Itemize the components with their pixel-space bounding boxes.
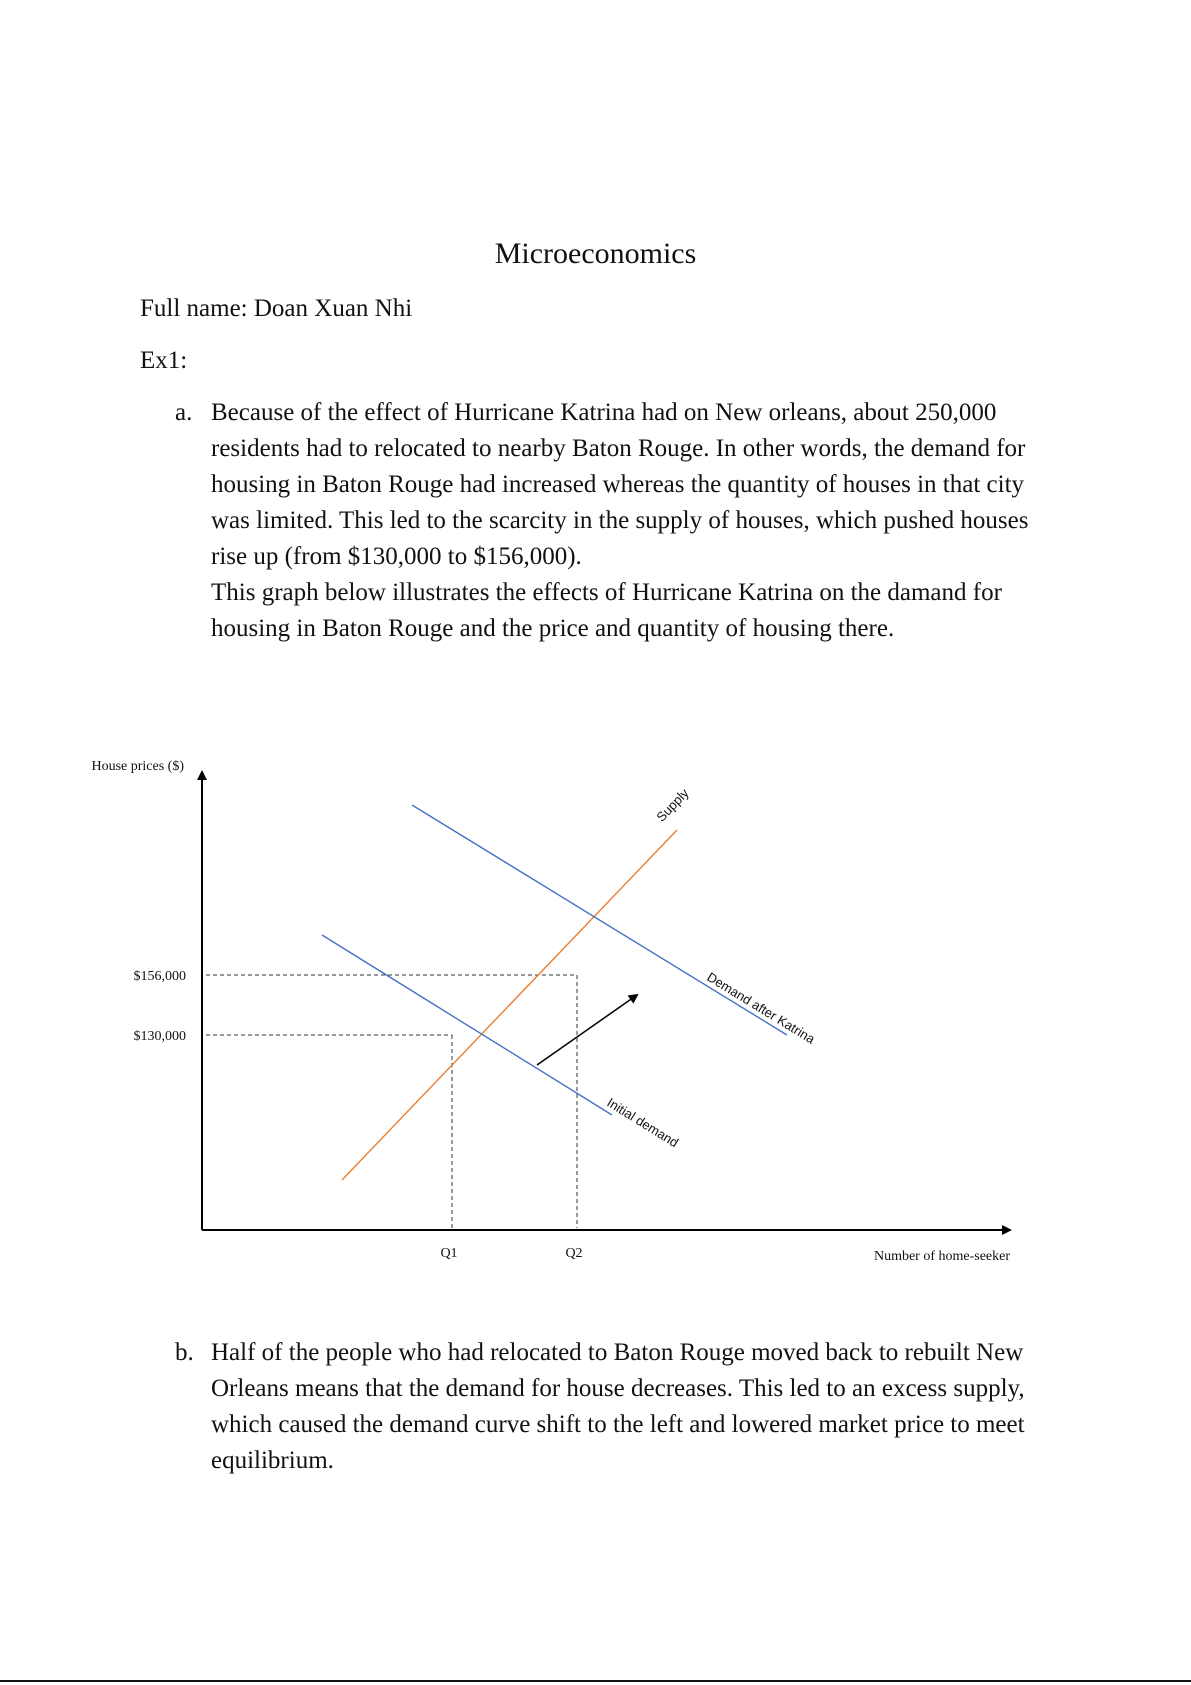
demand-after-katrina-curve xyxy=(412,805,787,1035)
answer-a-paragraph-2: This graph below illustrates the effects of Hurricane Katrina on the damand for housing in Baton Rouge and the price and quantity of housing there. xyxy=(211,579,1002,642)
x-tick-label-2: Q2 xyxy=(565,1246,583,1261)
answer-a-marker: a. xyxy=(175,399,193,426)
demand-shift-arrow xyxy=(537,995,637,1065)
answer-b xyxy=(175,1335,1045,1479)
bottom-rule xyxy=(0,1680,1191,1682)
initial-demand-curve xyxy=(322,935,612,1115)
exercise-label: Ex1: xyxy=(140,347,188,374)
demand-after-katrina-label: Demand after Katrina xyxy=(704,969,818,1047)
answer-a-paragraph-1: Because of the effect of Hurricane Katrina had on New orleans, about 250,000 residents had to relocated to nearby Baton Rouge. In other words, the demand for housing in Baton Rouge had increased whereas the quantity of houses in that city was limited. This led to the scarcity in the supply of houses, which pushed houses rise up (from $130,000 to $156,000). xyxy=(211,399,1029,570)
answer-b-paragraph-1: Half of the people who had relocated to Baton Rouge moved back to rebuilt New Orleans means that the demand for house decreases. This led to an excess supply, which caused the demand curve shift to the left and lowered market price to meet equilibrium. xyxy=(211,1339,1025,1474)
x-axis-label: Number of home-seeker xyxy=(873,1249,1011,1264)
x-tick-label-1: Q1 xyxy=(440,1246,458,1261)
y-tick-label-2: $156,000 xyxy=(133,969,186,984)
answer-a xyxy=(175,395,1045,647)
y-tick-label-1: $130,000 xyxy=(133,1029,186,1044)
supply-curve xyxy=(342,830,677,1180)
page-title: Microeconomics xyxy=(494,237,697,270)
initial-demand-label: Initial demand xyxy=(604,1094,682,1151)
y-axis-label: House prices ($) xyxy=(91,759,184,774)
supply-curve-label: Supply xyxy=(653,785,692,825)
answer-b-marker: b. xyxy=(175,1339,194,1366)
supply-demand-chart xyxy=(0,740,1191,1300)
full-name: Full name: Doan Xuan Nhi xyxy=(140,295,413,322)
